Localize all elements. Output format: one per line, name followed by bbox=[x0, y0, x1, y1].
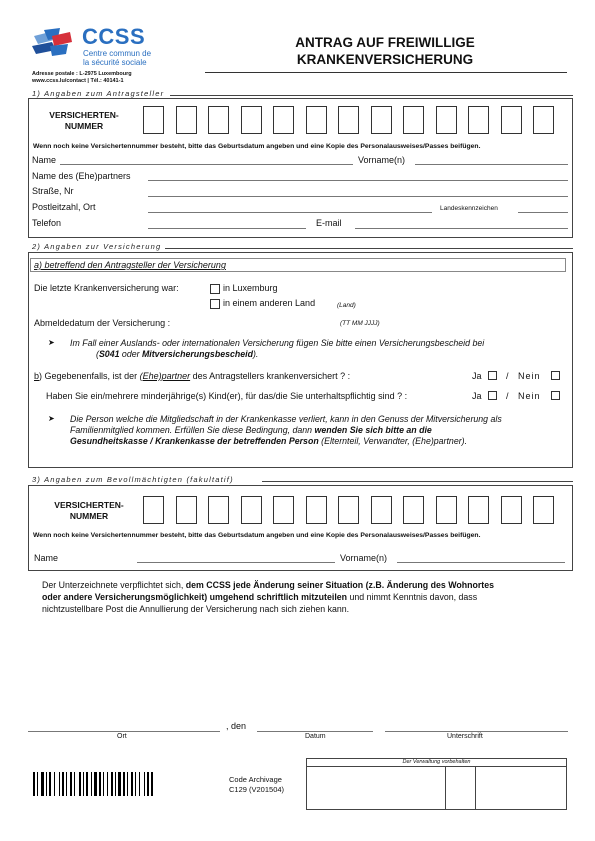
vn3-digit-box[interactable] bbox=[403, 496, 424, 524]
bullet1-line2 bbox=[96, 349, 258, 360]
barcode bbox=[33, 772, 205, 796]
ccss-logo bbox=[30, 24, 160, 74]
barcode-bar bbox=[66, 772, 67, 796]
vn1-digit-box[interactable] bbox=[371, 106, 392, 134]
bullet2-c2: (Elternteil, Verwandter, (Ehe)partner). bbox=[318, 436, 468, 446]
vorname3-label: Vorname(n) bbox=[340, 553, 388, 563]
bullet1-close: ). bbox=[252, 349, 259, 359]
vn3-digit-box[interactable] bbox=[533, 496, 554, 524]
bullet2-b2: wenden Sie sich bitte an die bbox=[314, 425, 432, 435]
bullet1-s041: S041 bbox=[98, 349, 120, 359]
ort-caption: Ort bbox=[117, 733, 127, 740]
declaration-p1: Der Unterzeichnete verpflichtet sich, bbox=[42, 580, 186, 590]
logo-name: CCSS bbox=[82, 24, 146, 49]
email-label: E-mail bbox=[316, 218, 342, 228]
question-b-prefix: b bbox=[34, 371, 40, 381]
bullet1-line1: Im Fall einer Auslands- oder internationalen Versicherung fügen Sie bitte einen Versicherungsbescheid bei bbox=[70, 338, 485, 348]
barcode-bar bbox=[115, 772, 116, 796]
datum-caption: Datum bbox=[305, 733, 326, 740]
vn3-digit-box[interactable] bbox=[176, 496, 197, 524]
code-version: C129 (V201504) bbox=[229, 785, 285, 794]
barcode-bar bbox=[46, 772, 47, 796]
vn3-digit-box[interactable] bbox=[501, 496, 522, 524]
barcode-bar bbox=[144, 772, 145, 796]
datum-field[interactable] bbox=[257, 731, 373, 732]
bullet1-mid: oder bbox=[119, 349, 142, 359]
section3-heading-rule bbox=[262, 481, 573, 482]
slash-b: / bbox=[506, 371, 509, 381]
vn1-digit-box[interactable] bbox=[338, 106, 359, 134]
vn1-digit-box[interactable] bbox=[306, 106, 327, 134]
vn1-digit-box[interactable] bbox=[501, 106, 522, 134]
vorname3-field[interactable] bbox=[397, 562, 565, 563]
letzte-label: Die letzte Krankenversicherung war: bbox=[34, 283, 179, 293]
admin-box-label: Der Verwaltung vorbehalten bbox=[402, 759, 471, 765]
vn1-digit-box[interactable] bbox=[241, 106, 262, 134]
vn3-digit-box[interactable] bbox=[273, 496, 294, 524]
opt-anderes-land-label: in einem anderen Land bbox=[223, 298, 316, 308]
bullet1-open: ( bbox=[96, 349, 99, 359]
barcode-bar bbox=[83, 772, 84, 796]
unterschrift-caption: Unterschrift bbox=[447, 733, 483, 740]
vn1-digit-box[interactable] bbox=[208, 106, 229, 134]
barcode-bar bbox=[74, 772, 75, 796]
strasse-label: Straße, Nr bbox=[32, 186, 74, 196]
barcode-bar bbox=[131, 772, 133, 796]
vn3-digit-box[interactable] bbox=[306, 496, 327, 524]
barcode-bar bbox=[127, 772, 128, 796]
vn3-digit-box[interactable] bbox=[468, 496, 489, 524]
bullet2-b1: Familienmitglied kommen. Erfüllen Sie diese Bedingung, dann bbox=[70, 425, 315, 435]
name3-label: Name bbox=[34, 553, 59, 563]
checkbox-k-ja[interactable] bbox=[488, 391, 497, 400]
ja-label-b: Ja bbox=[472, 371, 482, 381]
form-title-line2: KRANKENVERSICHERUNG bbox=[296, 52, 474, 67]
ja-label-k: Ja bbox=[472, 391, 482, 401]
nein-label-b: Nein bbox=[518, 371, 541, 381]
barcode-bar bbox=[59, 772, 60, 796]
vn3-digit-box[interactable] bbox=[208, 496, 229, 524]
declaration-p2: und nimmt Kenntnis davon, dass bbox=[347, 592, 478, 602]
vn3-digit-box[interactable] bbox=[436, 496, 457, 524]
vn-note: Wenn noch keine Versichertennummer besteht, bitte das Geburtsdatum angeben und eine Kopie des Personalausweises/Passes beifügen. bbox=[33, 143, 481, 150]
vn1-digit-box[interactable] bbox=[436, 106, 457, 134]
vn-label-3 bbox=[34, 500, 144, 522]
form-title-line1: ANTRAG AUF FREIWILLIGE bbox=[295, 35, 475, 50]
declaration-line1 bbox=[42, 580, 562, 591]
name-label: Name bbox=[32, 155, 57, 165]
declaration-p1-bold: dem CCSS jede Änderung seiner Situation (z.B. Änderung des Wohnortes bbox=[185, 580, 494, 590]
telefon-field[interactable] bbox=[148, 228, 306, 229]
name-field[interactable] bbox=[60, 164, 353, 165]
strasse-field[interactable] bbox=[148, 196, 568, 197]
barcode-bar bbox=[118, 772, 121, 796]
partner-label: Name des (Ehe)partners bbox=[32, 171, 131, 181]
bullet-arrow-1: ➤ bbox=[48, 338, 55, 347]
barcode-bar bbox=[54, 772, 55, 796]
admin-box-header-rule bbox=[306, 766, 567, 767]
barcode-bar bbox=[123, 772, 125, 796]
question-kinder: Haben Sie ein/mehrere minderjährige(s) Kind(er), für das/die Sie unterhaltspflichtig sind ? : bbox=[46, 391, 408, 401]
barcode-bar bbox=[49, 772, 51, 796]
vn3-label-line1: VERSICHERTEN- bbox=[54, 500, 124, 510]
vn3-digit-box[interactable] bbox=[241, 496, 262, 524]
barcode-bar bbox=[103, 772, 104, 796]
barcode-bar bbox=[62, 772, 64, 796]
date-format-hint: (TT MM JJJJ) bbox=[340, 320, 380, 327]
barcode-bar bbox=[37, 772, 38, 796]
telefon-label: Telefon bbox=[32, 218, 62, 228]
vn1-digit-box[interactable] bbox=[533, 106, 554, 134]
ccss-logo-icon bbox=[30, 26, 76, 60]
landeskennzeichen-label: Landeskennzeichen bbox=[440, 205, 498, 212]
vn3-digit-box[interactable] bbox=[338, 496, 359, 524]
ort-field[interactable] bbox=[28, 731, 220, 732]
bullet2-line1: Die Person welche die Mitgliedschaft in der Krankenkasse verliert, kann in den Genuss der Mitversicherung als bbox=[70, 414, 502, 424]
vn1-digit-box[interactable] bbox=[273, 106, 294, 134]
checkbox-b-ja[interactable] bbox=[488, 371, 497, 380]
admin-box-divider-1 bbox=[445, 766, 446, 810]
bullet2-line2 bbox=[70, 425, 570, 436]
bullet-arrow-2: ➤ bbox=[48, 414, 55, 423]
section2-heading: 2) Angaben zur Versicherung bbox=[32, 242, 162, 251]
title-underline bbox=[205, 72, 567, 73]
address-line1: Adresse postale : L-2975 Luxembourg bbox=[32, 71, 132, 77]
checkbox-anderes-land[interactable] bbox=[210, 299, 220, 309]
logo-sub2: la sécurité sociale bbox=[83, 58, 147, 67]
abmelde-label: Abmeldedatum der Versicherung : bbox=[34, 318, 171, 328]
address-line2: www.ccss.lu/contact | Tél.: 40141-1 bbox=[32, 78, 124, 84]
plz-field[interactable] bbox=[148, 212, 432, 213]
vn3-digit-box[interactable] bbox=[371, 496, 392, 524]
barcode-bar bbox=[107, 772, 108, 796]
vn1-digit-box[interactable] bbox=[176, 106, 197, 134]
barcode-bar bbox=[70, 772, 72, 796]
bullet1-mitv: Mitversicherungsbescheid bbox=[141, 349, 253, 359]
barcode-bar bbox=[86, 772, 88, 796]
barcode-bar bbox=[135, 772, 136, 796]
vn-label-line1: VERSICHERTEN- bbox=[49, 110, 119, 120]
logo-sub1: Centre commun de bbox=[83, 49, 152, 58]
question-b bbox=[34, 371, 350, 381]
vn1-digit-box[interactable] bbox=[468, 106, 489, 134]
barcode-bar bbox=[99, 772, 101, 796]
nein-label-k: Nein bbox=[518, 391, 541, 401]
vn3-label-line2: NUMMER bbox=[69, 511, 109, 521]
checkbox-b-nein[interactable] bbox=[551, 371, 560, 380]
section1-heading-rule bbox=[170, 95, 573, 96]
section2-heading-rule bbox=[165, 248, 573, 249]
partner-field[interactable] bbox=[148, 180, 568, 181]
question-b-text2: des Antragstellers krankenversichert ? : bbox=[190, 371, 351, 381]
barcode-bar bbox=[139, 772, 140, 796]
den-label: , den bbox=[226, 721, 247, 731]
checkbox-luxemburg[interactable] bbox=[210, 284, 220, 294]
section1-heading: 1) Angaben zum Antragsteller bbox=[32, 89, 165, 98]
admin-box-divider-2 bbox=[475, 766, 476, 810]
plz-label: Postleitzahl, Ort bbox=[32, 202, 96, 212]
barcode-bar bbox=[111, 772, 113, 796]
name3-field[interactable] bbox=[137, 562, 335, 563]
vorname-label: Vorname(n) bbox=[358, 155, 406, 165]
slash-k: / bbox=[506, 391, 509, 401]
section3-box bbox=[28, 485, 573, 571]
declaration-p2-bold: oder andere Versicherungsmöglichkeit) umgehend schriftlich mitzuteilen bbox=[42, 592, 348, 602]
vn3-digit-box[interactable] bbox=[143, 496, 164, 524]
barcode-bar bbox=[94, 772, 97, 796]
landeskennzeichen-field[interactable] bbox=[518, 212, 568, 213]
question-b-text1: ) Gegebenenfalls, ist der bbox=[39, 371, 140, 381]
vn3-note: Wenn noch keine Versichertennummer besteht, bitte das Geburtsdatum angeben und eine Kopie des Personalausweises/Passes beifügen. bbox=[33, 532, 481, 539]
checkbox-k-nein[interactable] bbox=[551, 391, 560, 400]
barcode-bar bbox=[33, 772, 35, 796]
vn1-digit-box[interactable] bbox=[403, 106, 424, 134]
vorname-field[interactable] bbox=[415, 164, 568, 165]
bullet2-c1: Gesundheitskasse / Krankenkasse der betreffenden Person bbox=[70, 436, 319, 446]
barcode-bar bbox=[151, 772, 153, 796]
barcode-bar bbox=[79, 772, 81, 796]
vn-label-line2: NUMMER bbox=[64, 121, 104, 131]
barcode-bar bbox=[41, 772, 44, 796]
section2a-title: a) betreffend den Antragsteller der Versicherung bbox=[34, 260, 226, 270]
code-archivage: Code Archivage bbox=[229, 775, 282, 784]
question-b-partner: (Ehe)partner bbox=[139, 371, 191, 381]
declaration-line3: nichtzustellbare Post die Annullierung der Versicherung nach sich ziehen kann. bbox=[42, 604, 350, 614]
barcode-bar bbox=[91, 772, 92, 796]
opt-luxemburg-label: in Luxemburg bbox=[223, 283, 278, 293]
section3-heading: 3) Angaben zum Bevollmächtigten (fakultatif) bbox=[32, 475, 234, 484]
declaration-line2 bbox=[42, 592, 562, 603]
vn-label bbox=[34, 110, 134, 132]
land-hint: (Land) bbox=[337, 302, 356, 309]
bullet2-line3 bbox=[70, 436, 570, 447]
unterschrift-field[interactable] bbox=[385, 731, 568, 732]
barcode-bar bbox=[147, 772, 149, 796]
vn1-digit-box[interactable] bbox=[143, 106, 164, 134]
email-field[interactable] bbox=[355, 228, 568, 229]
